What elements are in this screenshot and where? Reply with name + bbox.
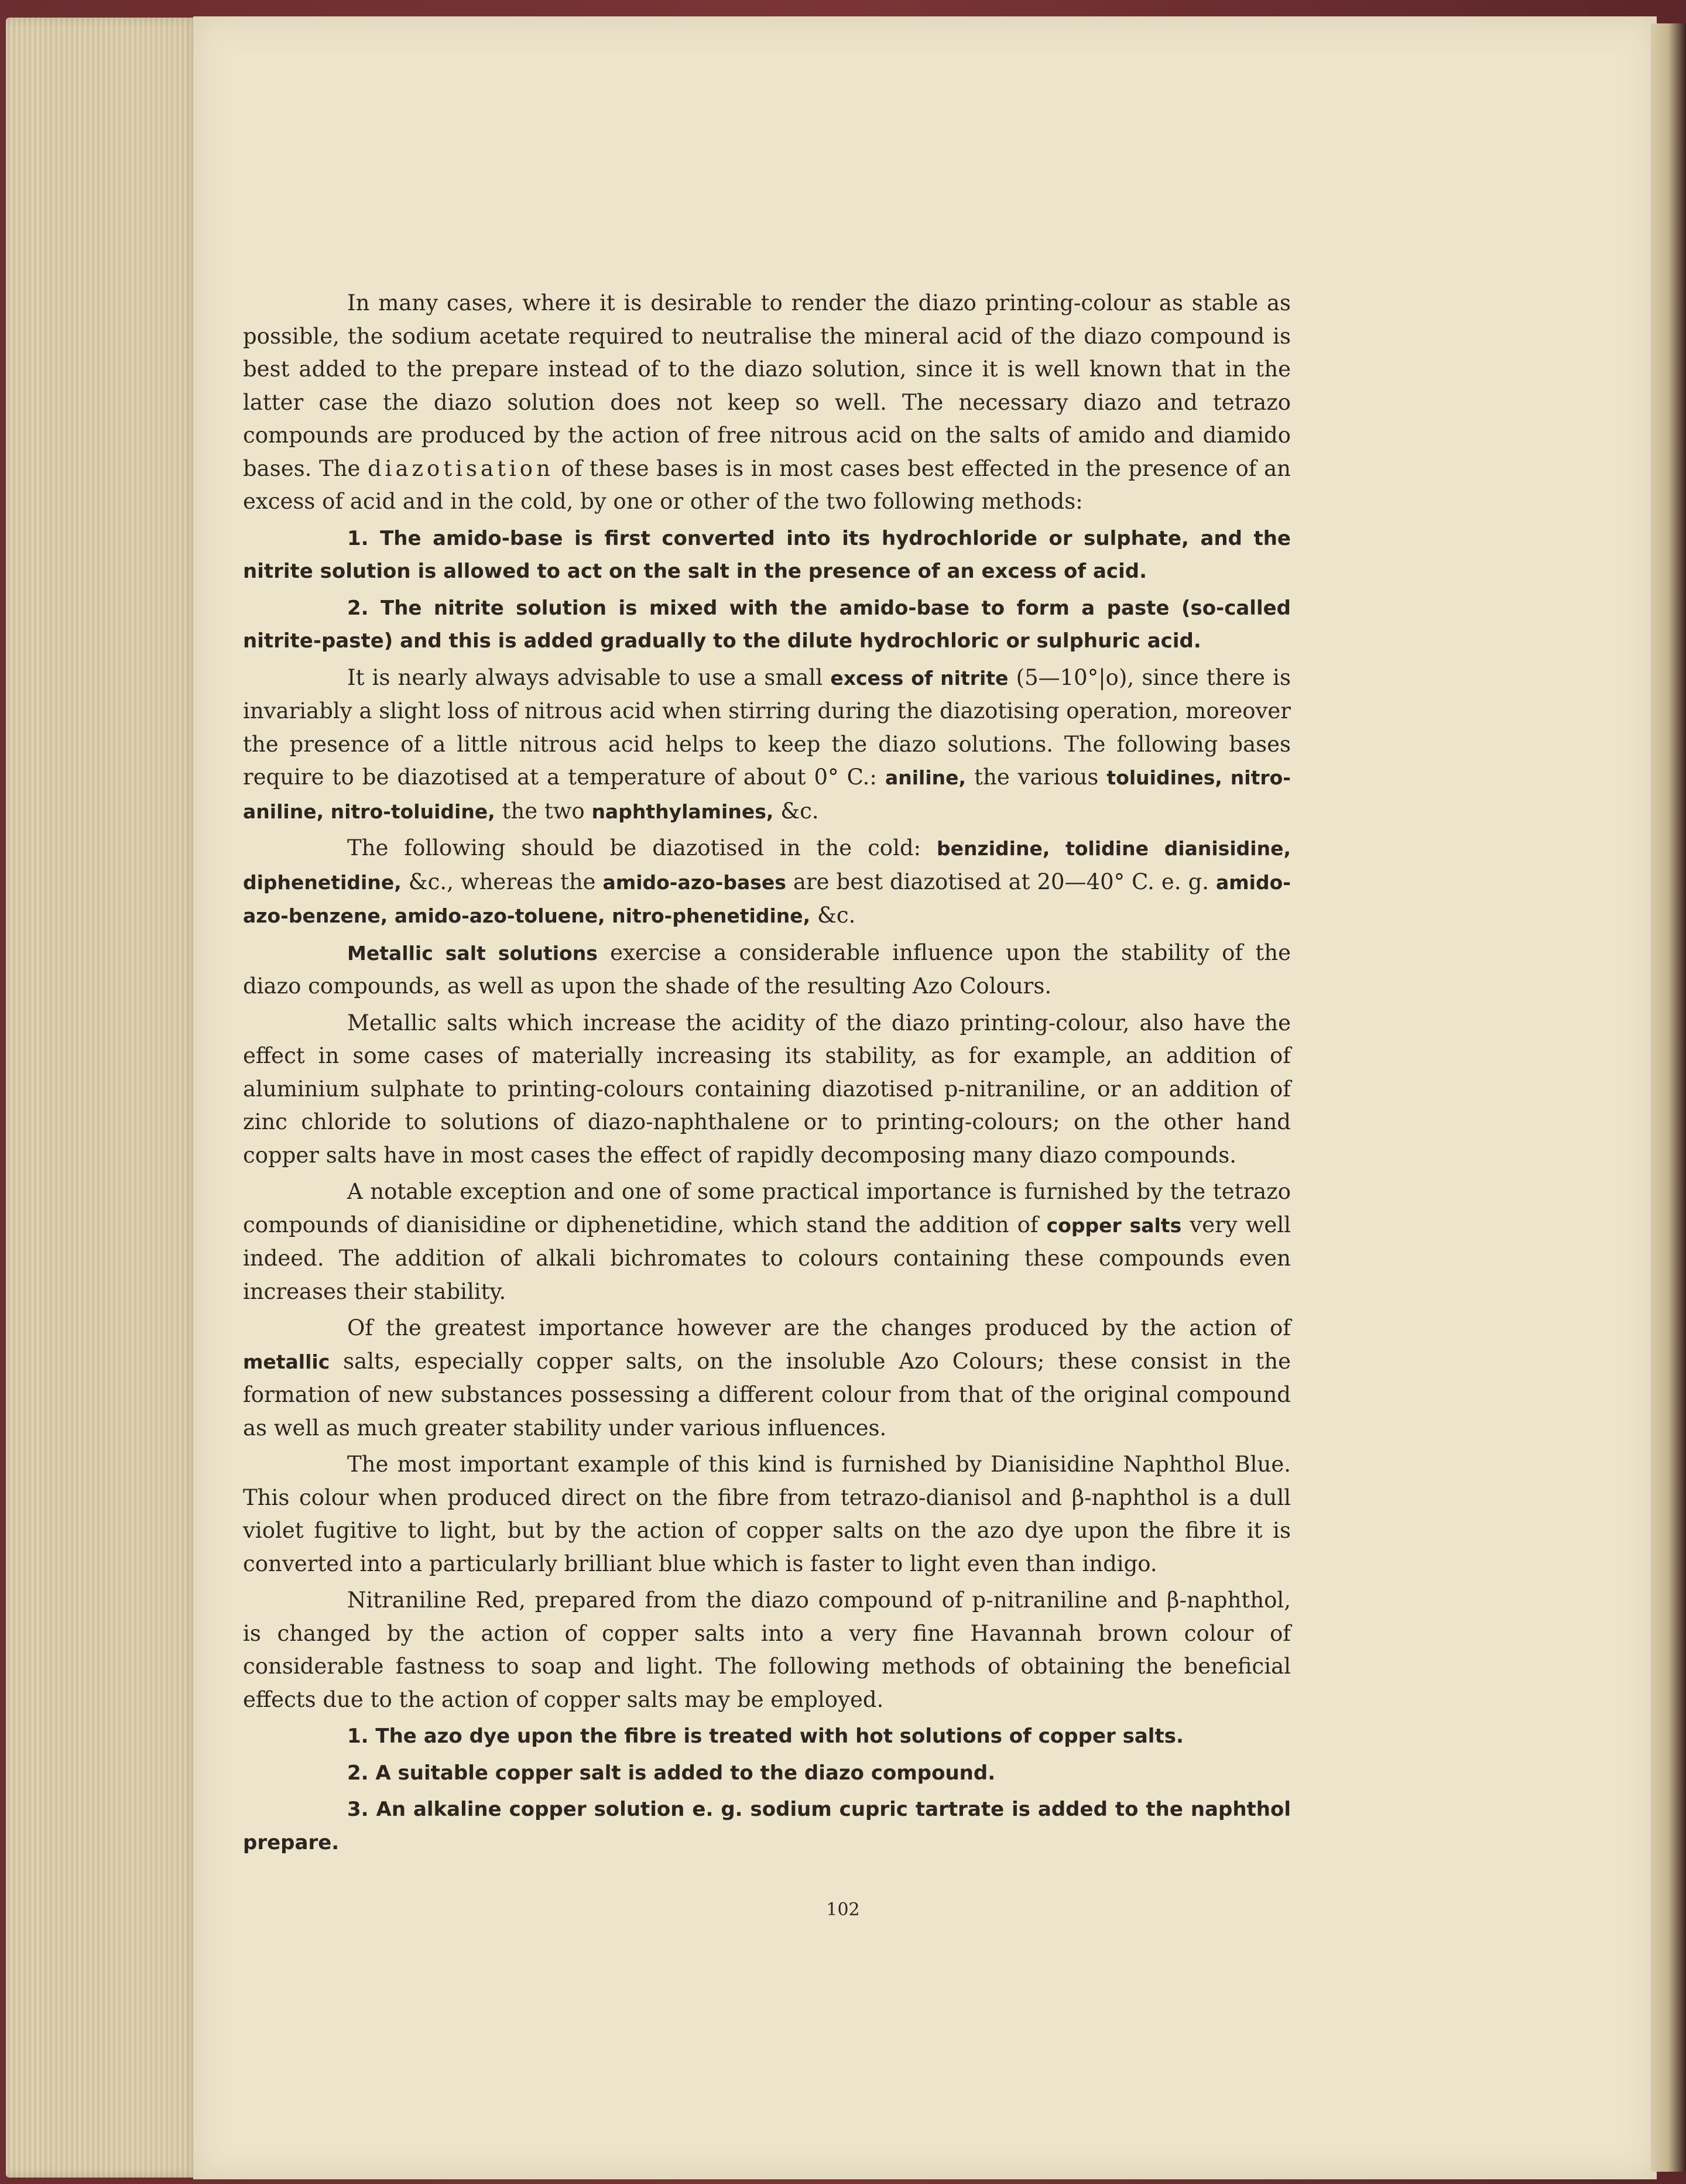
text-segment: Of the greatest importance however are the changes produced by the action of — [347, 1315, 1291, 1340]
text-segment: 1. The azo dye upon the fibre is treated with hot solutions of copper salts. — [347, 1724, 1184, 1748]
text-segment: the various — [966, 764, 1107, 790]
text-segment: Metallic salt solutions — [347, 941, 598, 965]
text-segment: naphthylamines, — [591, 800, 774, 823]
text-segment: 1. The amido-base is first converted into its hydrochloride or sulphate, and the nitrite solution is allowed to act on the salt in the presence of an excess of acid. — [243, 526, 1291, 583]
paragraph — [243, 522, 1291, 588]
text-segment: toluidines, nitro-aniline, nitro-toluidine, — [243, 766, 1291, 823]
text-segment: 2. The nitrite solution is mixed with the amido-base to form a paste (so-called nitrite-paste) and this is added gradually to the dilute hydrochloric or sulphuric acid. — [243, 596, 1291, 653]
text-segment: The most important example of this kind is furnished by Dianisidine Naphthol Blue. This colour when produced direct on the fibre from tetrazo-dianisol and β-naphthol is a dull violet fugitive to light, but by the action of copper salts on the azo dye upon the fibre it is converted into a particularly brilliant blue which is faster to light even than indigo. — [243, 1452, 1291, 1576]
text-segment: A notable exception and one of some practical importance is furnished by the tetrazo compounds of dianisidine or diphenetidine, which stand the addition of — [243, 1179, 1291, 1237]
text-segment: In many cases, where it is desirable to render the diazo printing-colour as stable as possible, the sodium acetate required to neutralise the mineral acid of the diazo compound is best added to the prepare instead of to the diazo solution, since it is well known that in the latter case the diazo solution does not keep so well. The necessary diazo and tetrazo compounds are produced by the action of free nitrous acid on the salts of amido and diamido bases. The — [243, 290, 1291, 481]
paragraph — [243, 1312, 1291, 1445]
paragraph — [243, 661, 1291, 829]
paragraph — [243, 1757, 1291, 1790]
text-segment: Metallic salts which increase the acidity of the diazo printing-colour, also have the effect in some cases of materially increasing its stability, as for example, an addition of aluminium sulphate to printing-colours containing diazotised p-nitraniline, or an addition of zinc chloride to solutions of diazo-naphthalene or to printing-colours; on the other hand copper salts have in most cases the effect of rapidly decomposing many diazo compounds. — [243, 1010, 1291, 1168]
text-segment: of these bases is in most cases best effected in the presence of an excess of acid and in the cold, by one or other of the two following methods: — [243, 455, 1291, 514]
text-segment: &c. — [810, 903, 856, 928]
text-segment: amido-azo-bases — [602, 870, 786, 894]
page-edges — [6, 18, 199, 2178]
right-page-edge — [1651, 23, 1686, 2172]
text-segment: excess of nitrite — [830, 666, 1009, 690]
paragraph — [243, 592, 1291, 658]
text-segment: benzidine, tolidine dianisidine, diphenetidine, — [243, 837, 1291, 894]
page-number: 102 — [826, 1900, 860, 1920]
text-segment: very well indeed. The addition of alkali bichromates to colours containing these compounds even increases their stability. — [243, 1212, 1291, 1304]
text-segment: The following should be diazotised in the cold: — [347, 835, 937, 860]
text-segment: are best diazotised at 20—40° C. e. g. — [786, 869, 1216, 894]
paragraph — [243, 1448, 1291, 1580]
text-segment: 3. An alkaline copper solution e. g. sodium cupric tartrate is added to the naphthol prepare. — [243, 1798, 1291, 1854]
text-segment: exercise a considerable influence upon the stability of the diazo compounds, as well as upon the shade of the resulting Azo Colours. — [243, 940, 1291, 999]
text-segment: the two — [495, 798, 592, 824]
text-segment: It is nearly always advisable to use a small — [347, 664, 831, 690]
paragraph — [243, 287, 1291, 519]
text-segment: salts, especially copper salts, on the insoluble Azo Colours; these consist in the formation of new substances possessing a different colour from that of the original compound as well as much greater stability under various influences. — [243, 1348, 1291, 1441]
paragraph — [243, 1793, 1291, 1859]
text-segment: &c., whereas the — [401, 869, 603, 894]
body-text — [243, 287, 1291, 1863]
paragraph — [243, 1584, 1291, 1716]
text-segment: 2. A suitable copper salt is added to the diazo compound. — [347, 1761, 996, 1785]
text-segment: Nitraniline Red, prepared from the diazo compound of p-nitraniline and β-naphthol, is changed by the action of copper salts into a very fine Havannah brown colour of considerable fastness to soap and light. The following methods of obtaining the beneficial effects due to the action of copper salts may be employed. — [243, 1588, 1291, 1712]
text-segment: copper salts — [1046, 1213, 1182, 1237]
paragraph — [243, 1007, 1291, 1172]
paragraph — [243, 937, 1291, 1003]
text-segment: amido-azo-benzene, amido-azo-toluene, nitro-phenetidine, — [243, 870, 1291, 927]
text-segment: metallic — [243, 1350, 330, 1373]
text-segment: diazotisation — [367, 455, 554, 481]
paragraph — [243, 1175, 1291, 1308]
paragraph — [243, 832, 1291, 933]
text-segment: aniline, — [885, 766, 967, 789]
paragraph — [243, 1720, 1291, 1753]
text-segment: &c. — [773, 798, 819, 824]
text-segment: (5—10°|o), since there is invariably a slight loss of nitrous acid when stirring during the diazotising operation, moreover the presence of a little nitrous acid helps to keep the diazo solutions. The following bases require to be diazotised at a temperature of about 0° C.: — [243, 664, 1291, 790]
